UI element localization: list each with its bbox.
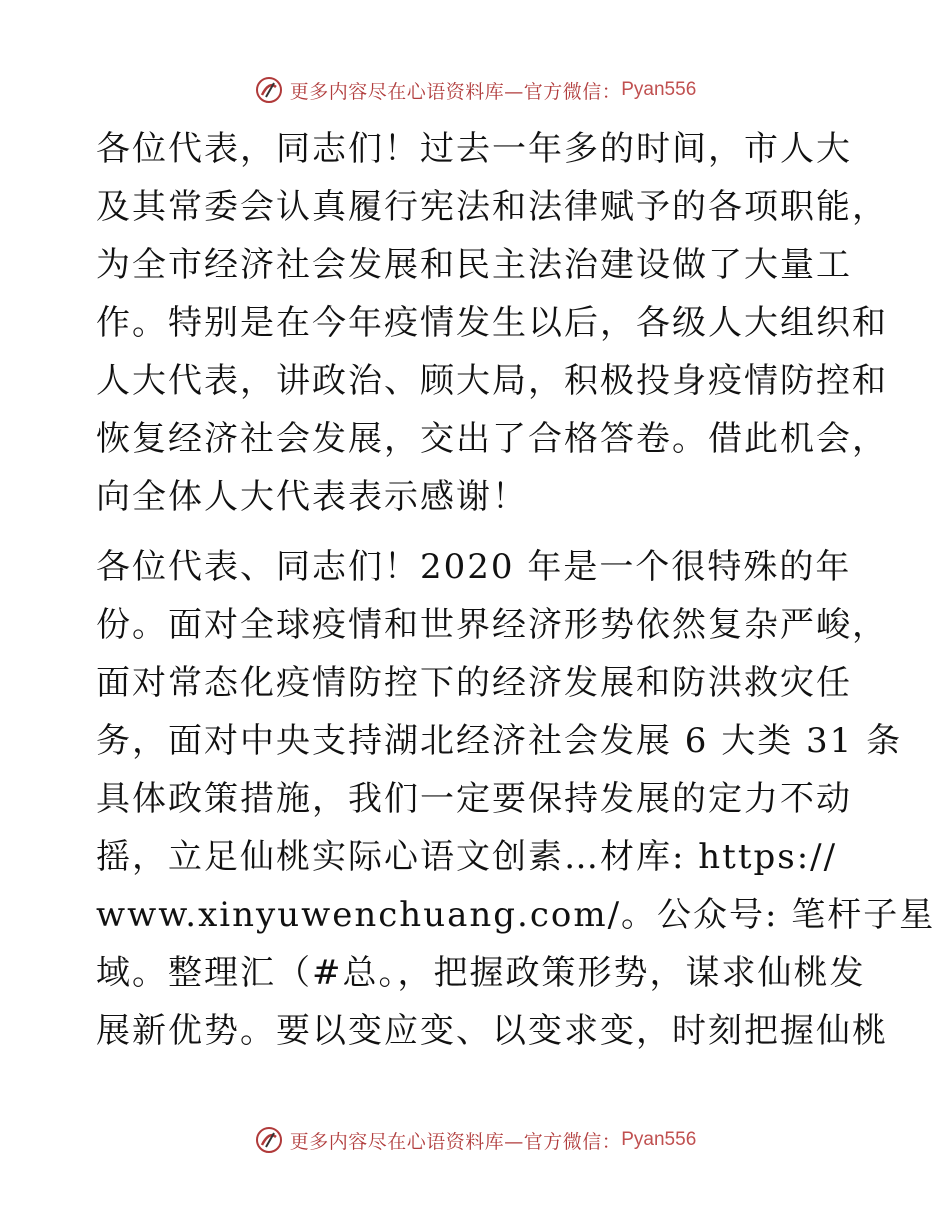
text-line: 务，面对中央支持湖北经济社会发展 6 大类 31 条 [96,721,903,761]
text-line: 摇，立足仙桃实际心语文创素…材库: https:// [96,837,838,877]
text-line: 及其常委会认真履行宪法和法律赋予的各项职能， [96,187,888,227]
text-line: 份。面对全球疫情和世界经济形势依然复杂严峻， [96,605,888,645]
text-line: 面对常态化疫情防控下的经济发展和防洪救灾任 [96,663,852,703]
header-banner [0,70,950,110]
banner-text: 更多内容尽在心语资料库—官方微信： [289,80,622,103]
text-line: 为全市经济社会发展和民主法治建设做了大量工 [96,245,852,285]
footer-banner [0,1120,950,1160]
text-line: 恢复经济社会发展，交出了合格答卷。借此机会， [96,419,888,459]
text-line: 域。整理汇（#总。，把握政策形势，谋求仙桃发 [96,953,866,993]
banner-wechat-id: Pyan556 [621,79,697,100]
banner-wechat-id: Pyan556 [621,1129,697,1150]
text-line: 向全体人大代表表示感谢！ [96,477,528,517]
brand-logo-icon [254,75,284,105]
document-body [96,120,936,1060]
brand-logo-icon [254,1125,284,1155]
text-line: 具体政策措施，我们一定要保持发展的定力不动 [96,779,852,819]
paragraph-1 [96,120,888,526]
paragraph-2 [96,538,936,1060]
banner-text: 更多内容尽在心语资料库—官方微信： [289,1130,622,1153]
text-line: 各位代表、同志们！2020 年是一个很特殊的年 [96,547,852,587]
text-line: 人大代表，讲政治、顾大局，积极投身疫情防控和 [96,361,888,401]
text-line: www.xinyuwenchuang.com/。公众号: 笔杆子星 [96,895,936,935]
text-line: 作。特别是在今年疫情发生以后，各级人大组织和 [96,303,888,343]
text-line: 展新优势。要以变应变、以变求变，时刻把握仙桃 [96,1011,888,1051]
text-line: 各位代表，同志们！过去一年多的时间，市人大 [96,129,852,169]
